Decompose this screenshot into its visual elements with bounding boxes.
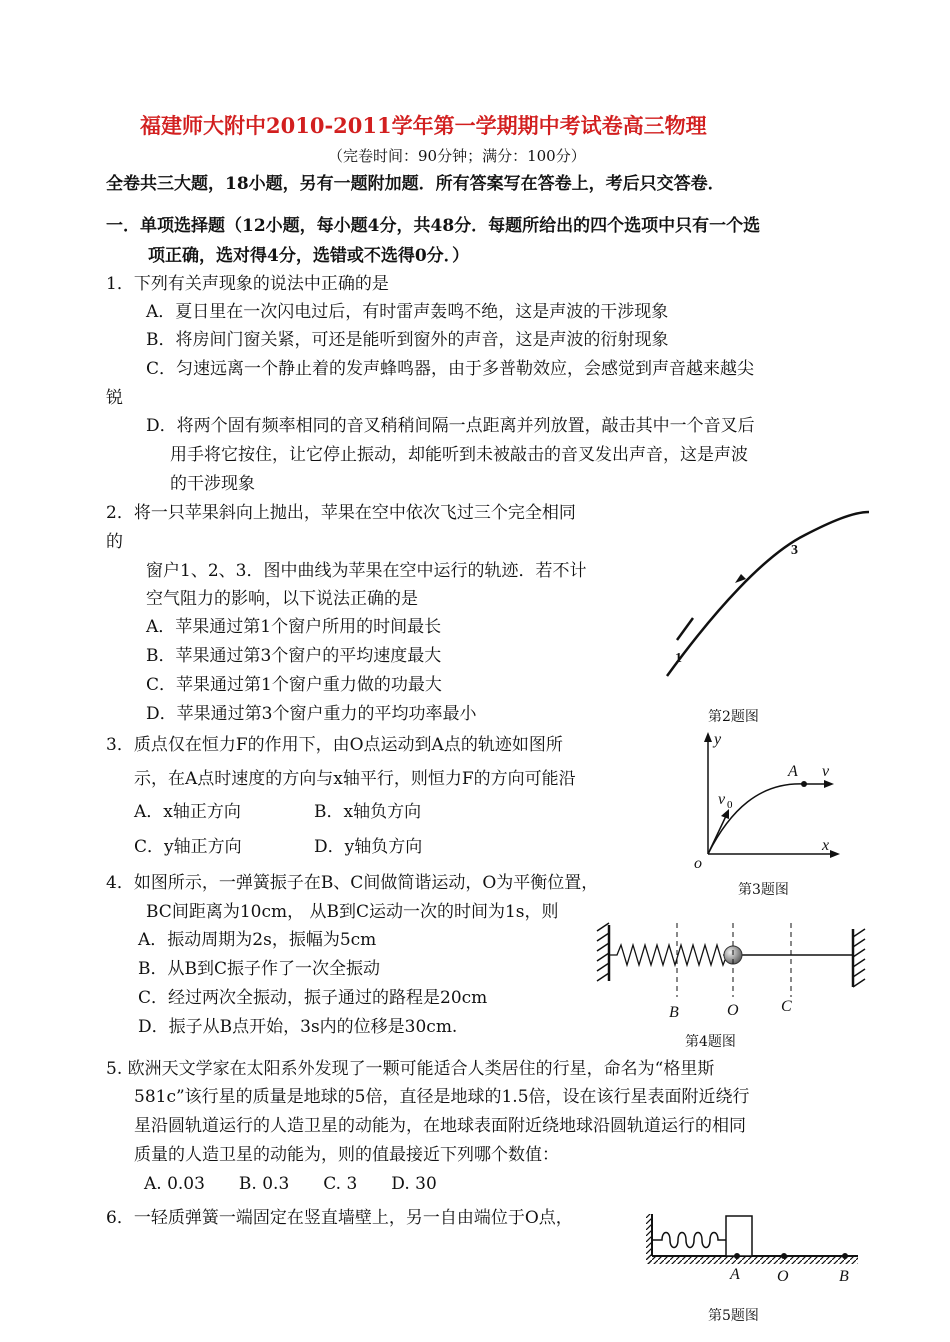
spring bbox=[609, 945, 727, 965]
q1-option-c: C．匀速远离一个静止着的发声蜂鸣器，由于多普勒效应，会感觉到声音越来越尖 bbox=[146, 359, 755, 379]
q4-option-b: B．从B到C振子作了一次全振动 bbox=[138, 959, 380, 979]
q6-caption: 第5题图 bbox=[708, 1308, 759, 1324]
point-a bbox=[734, 1253, 740, 1259]
velocity-arrow-icon bbox=[824, 780, 834, 788]
q4-stem-cont: BC间距离为10cm， 从B到C运动一次的时间为1s，则 bbox=[146, 902, 559, 922]
point-o-label: O bbox=[777, 1268, 789, 1285]
window-1-label: 1 bbox=[675, 651, 682, 666]
section-heading-cont: 项正确，选对得4分，选错或不选得0分．） bbox=[148, 246, 470, 266]
q2-stem-cont2: 窗户1、2、3．图中曲线为苹果在空中运行的轨迹．若不计 bbox=[146, 561, 587, 581]
q1-option-d-cont: 用手将它按住，让它停止振动，却能听到未被敲击的音叉发出声音，这是声波 bbox=[170, 445, 748, 465]
left-wall-hatch bbox=[597, 923, 609, 981]
point-o bbox=[781, 1253, 787, 1259]
page-subtitle: （完卷时间：90分钟；满分：100分） bbox=[328, 147, 586, 165]
v0-subscript: 0 bbox=[727, 799, 733, 811]
q5-line2: 581c”该行星的质量是地球的5倍，直径是地球的1.5倍，设在该行星表面附近绕行 bbox=[134, 1087, 750, 1107]
q5-line4: 质量的人造卫星的动能为，则的值最接近下列哪个数值： bbox=[134, 1145, 559, 1165]
q5-options: A. 0.03 B. 0.3 C. 3 D. 30 bbox=[144, 1174, 437, 1194]
point-a-label: A bbox=[788, 763, 798, 780]
origin-label: o bbox=[694, 855, 702, 872]
q5-line3: 星沿圆轨道运行的人造卫星的动能为，在地球表面附近绕地球沿圆轨道运行的相同 bbox=[134, 1116, 746, 1136]
velocity-label: v bbox=[822, 763, 830, 780]
q1-option-c-cont: 锐 bbox=[106, 388, 123, 408]
q4-stem: 4．如图所示，一弹簧振子在B、C间做简谐运动，O为平衡位置， bbox=[106, 873, 599, 893]
q3-stem-cont: 示，在A点时速度的方向与x轴平行，则恒力F的方向可能沿 bbox=[134, 769, 576, 789]
q6-figure bbox=[640, 1206, 870, 1291]
floor-hatch bbox=[646, 1256, 858, 1264]
q2-option-d: D．苹果通过第3个窗户重力的平均功率最小 bbox=[146, 704, 477, 724]
point-b-label: B bbox=[839, 1268, 849, 1285]
q2-figure bbox=[655, 500, 885, 690]
y-axis-arrow-icon bbox=[704, 732, 712, 742]
q1-option-b: B．将房间门窗关紧，可还是能听到窗外的声音，这是声波的衍射现象 bbox=[146, 330, 669, 350]
q3-option-b: B．x轴负方向 bbox=[314, 802, 422, 822]
q2-stem-cont: 的 bbox=[106, 532, 123, 552]
section-heading: 一．单项选择题（12小题，每小题4分，共48分．每题所给出的四个选项中只有一个选 bbox=[106, 216, 761, 236]
marker-b-label: B bbox=[669, 1004, 679, 1021]
q1-option-a: A．夏日里在一次闪电过后，有时雷声轰鸣不绝，这是声波的干涉现象 bbox=[146, 302, 669, 322]
spring bbox=[652, 1233, 726, 1248]
q4-option-d: D．振子从B点开始，3s内的位移是30cm. bbox=[138, 1017, 458, 1037]
block bbox=[726, 1216, 752, 1256]
q2-option-c: C．苹果通过第1个窗户重力做的功最大 bbox=[146, 675, 442, 695]
q3-caption: 第3题图 bbox=[738, 882, 789, 898]
x-axis-label: x bbox=[822, 837, 830, 854]
q2-option-a: A．苹果通过第1个窗户所用的时间最长 bbox=[146, 617, 442, 637]
x-axis-arrow-icon bbox=[830, 850, 840, 858]
point-b bbox=[842, 1253, 848, 1259]
marker-o-label: O bbox=[727, 1002, 739, 1019]
exam-notice: 全卷共三大题，18小题，另有一题附加题．所有答案写在答卷上，考后只交答卷． bbox=[106, 174, 725, 194]
right-wall-hatch bbox=[853, 929, 865, 987]
q4-figure bbox=[595, 915, 875, 1025]
q3-stem: 3．质点仅在恒力F的作用下，由O点运动到A点的轨迹如图所 bbox=[106, 735, 563, 755]
q1-stem: 1．下列有关声现象的说法中正确的是 bbox=[106, 274, 389, 294]
point-a-label: A bbox=[730, 1266, 740, 1283]
q1-option-d: D．将两个固有频率相同的音叉稍稍间隔一点距离并列放置，敲击其中一个音叉后 bbox=[146, 416, 755, 436]
q3-figure bbox=[690, 730, 850, 875]
page-title: 福建师大附中2010-2011学年第一学期期中考试卷高三物理 bbox=[140, 113, 707, 138]
q2-stem: 2．将一只苹果斜向上抛出，苹果在空中依次飞过三个完全相同 bbox=[106, 503, 576, 523]
q3-option-c: C．y轴正方向 bbox=[134, 837, 242, 857]
q2-caption: 第2题图 bbox=[708, 709, 759, 725]
q5-line1: 5. 欧洲天文学家在太阳系外发现了一颗可能适合人类居住的行星，命名为“格里斯 bbox=[106, 1059, 715, 1079]
q3-option-a: A．x轴正方向 bbox=[134, 802, 241, 822]
q4-option-a: A．振动周期为2s，振幅为5cm bbox=[138, 930, 377, 950]
trajectory-curve bbox=[667, 512, 869, 676]
marker-c-label: C bbox=[781, 998, 792, 1015]
y-axis-label: y bbox=[714, 731, 722, 748]
q1-option-d-cont2: 的干涉现象 bbox=[170, 474, 255, 494]
window-3-label: 3 bbox=[791, 543, 798, 558]
q2-option-b: B．苹果通过第3个窗户的平均速度最大 bbox=[146, 646, 442, 666]
q6-stem: 6．一轻质弹簧一端固定在竖直墙壁上，另一自由端位于O点， bbox=[106, 1208, 573, 1228]
q2-stem-cont3: 空气阻力的影响，以下说法正确的是 bbox=[146, 589, 418, 609]
q3-option-d: D．y轴负方向 bbox=[314, 837, 423, 857]
v0-label: v bbox=[718, 791, 726, 808]
q4-option-c: C．经过两次全振动，振子通过的路程是20cm bbox=[138, 988, 488, 1008]
q4-caption: 第4题图 bbox=[685, 1034, 736, 1050]
